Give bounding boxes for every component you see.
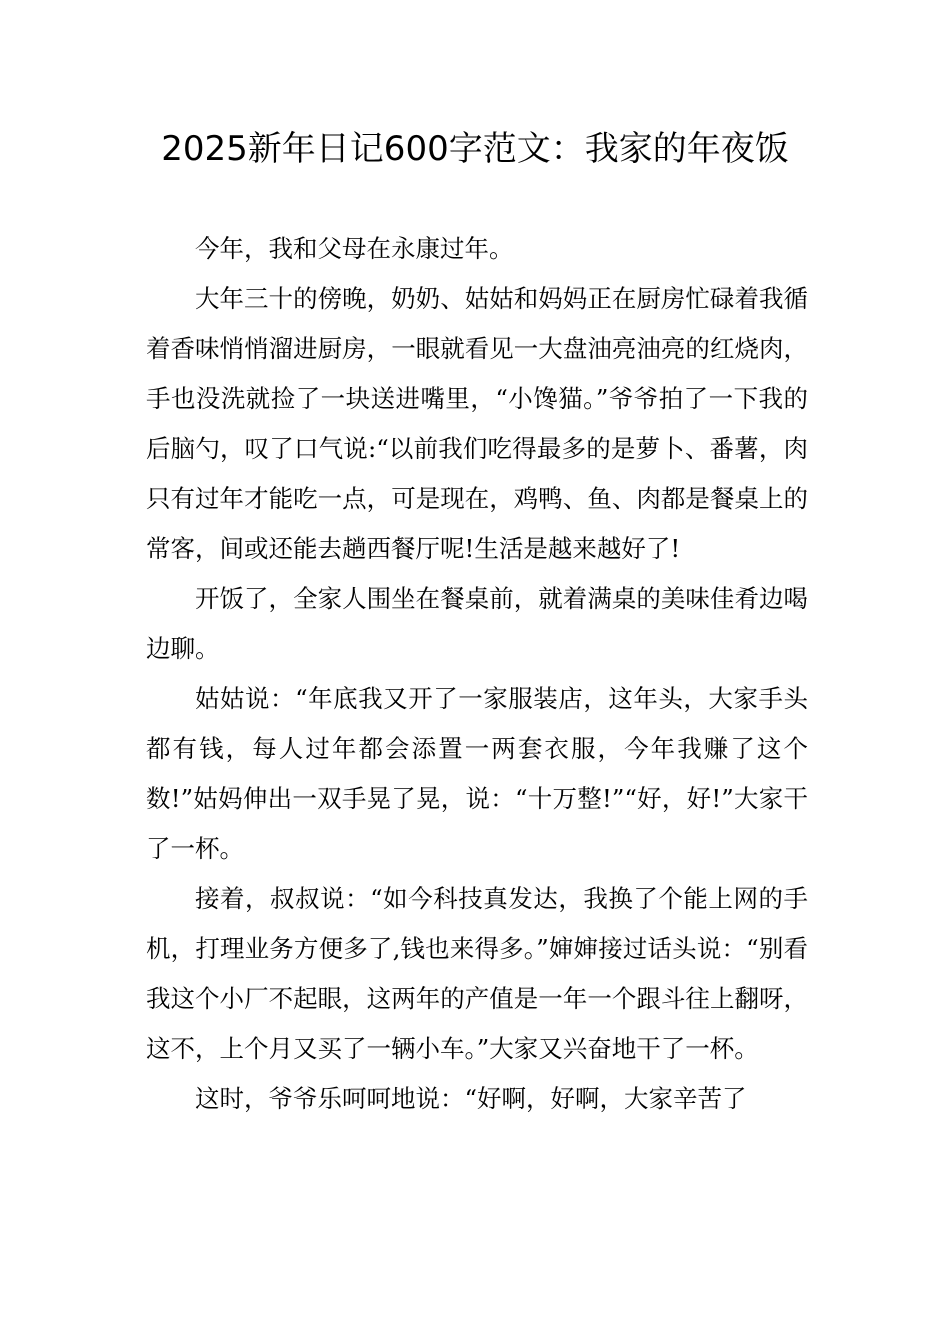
document-title: 2025新年日记600字范文：我家的年夜饭 [161, 129, 789, 169]
paragraph: 接着，叔叔说：“如今科技真发达，我换了个能上网的手机，打理业务方便多了,钱也来得多。”婶婶接过话头说：“别看我这个小厂不起眼，这两年的产值是一年一个跟斗往上翻呀，这不，上个月又买了一辆小车。”大家又兴奋地干了一杯。 [146, 884, 808, 1063]
document-body [146, 224, 808, 1124]
paragraph: 姑姑说：“年底我又开了一家服装店，这年头，大家手头都有钱，每人过年都会添置一两套衣服，今年我赚了这个数!”姑妈伸出一双手晃了晃，说：“十万整!”“好，好!”大家干了一杯。 [146, 684, 808, 863]
paragraph: 大年三十的傍晚，奶奶、姑姑和妈妈正在厨房忙碌着我循着香味悄悄溜进厨房，一眼就看见一大盘油亮油亮的红烧肉，手也没洗就捡了一块送进嘴里，“小馋猫。”爷爷拍了一下我的后脑勺，叹了口气说:“以前我们吃得最多的是萝卜、番薯，肉只有过年才能吃一点，可是现在，鸡鸭、鱼、肉都是餐桌上的常客，间或还能去趟西餐厅呢!生活是越来越好了! [146, 284, 808, 563]
paragraph: 这时，爷爷乐呵呵地说：“好啊，好啊，大家辛苦了 [195, 1084, 747, 1113]
paragraph: 开饭了，全家人围坐在餐桌前，就着满桌的美味佳肴边喝边聊。 [146, 584, 808, 663]
paragraph: 今年，我和父母在永康过年。 [195, 234, 514, 263]
